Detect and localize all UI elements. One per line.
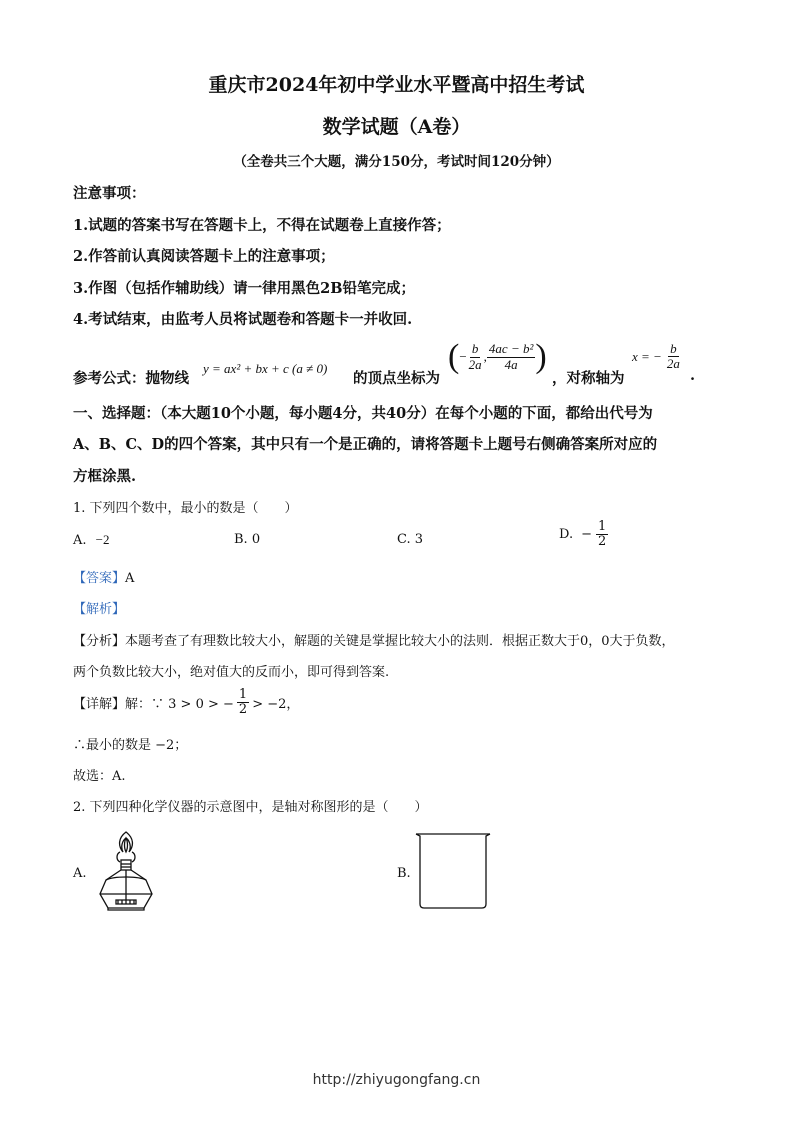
- vertex-y-den: 4a: [504, 356, 518, 372]
- conclusion-line: ∴最小的数是 −2；: [73, 738, 188, 753]
- option-b: B. 0: [234, 532, 261, 547]
- answer-line: [73, 567, 134, 586]
- option-b-label: B.: [397, 866, 411, 881]
- alcohol-lamp-figure: [96, 830, 156, 912]
- paper-title: 数学试题（A卷）: [322, 116, 471, 138]
- analysis-tag: 【解析】: [73, 602, 126, 617]
- vertex-y-num: 4ac − b²: [488, 341, 534, 357]
- section-heading: 一、选择题：（本大题10个小题，每小题4分，共40分）在每个小题的下面，都给出代号为: [73, 405, 653, 422]
- question-stem: 1. 下列四个数中，最小的数是（ ）: [73, 501, 298, 516]
- choose-line: 故选：A.: [73, 769, 126, 784]
- axis-formula: [632, 342, 682, 372]
- axis-den: 2a: [666, 356, 680, 372]
- notice-item: 2.作答前认真阅读答题卡上的注意事项；: [73, 248, 335, 265]
- section-heading: A、B、C、D的四个答案，其中只有一个是正确的，请将答题卡上题号右侧确答案所对应的: [73, 436, 658, 453]
- notice-item: 4.考试结束，由监考人员将试题卷和答题卡一并收回.: [73, 311, 413, 328]
- notice-item: 1.试题的答案书写在答题卡上，不得在试题卷上直接作答；: [73, 217, 451, 234]
- formula-prefix: 参考公式：抛物线: [73, 370, 189, 387]
- analysis-line: 两个负数比较大小，绝对值大的反而小，即可得到答案.: [73, 665, 390, 680]
- axis-lhs: x = −: [632, 348, 662, 364]
- answer-value: A: [125, 571, 135, 586]
- footer-url[interactable]: http://zhiyugongfang.cn: [312, 1072, 481, 1088]
- option-c: C. 3: [397, 532, 424, 547]
- analysis-line: 【分析】本题考查了有理数比较大小，解题的关键是掌握比较大小的法则．根据正数大于0，0大于负数，: [73, 634, 675, 649]
- parabola-formula: y = ax² + bx + c (a ≠ 0): [203, 361, 328, 376]
- notice-heading: 注意事项：: [73, 185, 146, 202]
- option-a-label: A.: [73, 866, 87, 881]
- exam-subtitle: （全卷共三个大题，满分150分，考试时间120分钟）: [233, 154, 560, 170]
- vertex-x-num: b: [471, 341, 479, 357]
- vertex-coordinates: ( − $\frac{b}{2a}$ , $\frac{\text{4ac − b²}}{4a}$ ): [448, 338, 547, 375]
- notice-item: 3.作图（包括作辅助线）请一律用黑色2B铅笔完成；: [73, 280, 415, 297]
- axis-num: b: [670, 341, 677, 356]
- exam-title: 重庆市2024年初中学业水平暨高中招生考试: [208, 74, 585, 96]
- axis-label: ，对称轴为: [552, 370, 625, 387]
- formula-end: .: [690, 367, 696, 384]
- detail-line: 【详解】 解：∵ 3 > 0 > − $\frac{1}{2}$ > −2，: [73, 687, 300, 718]
- question-stem: 2. 下列四种化学仪器的示意图中，是轴对称图形的是（ ）: [73, 800, 428, 815]
- answer-tag: 【答案】: [73, 571, 126, 586]
- vertex-x-den: 2a: [468, 356, 482, 372]
- vertex-label: 的顶点坐标为: [353, 370, 440, 387]
- option-d: D. − $\frac{1}{2}$: [559, 519, 607, 550]
- beaker-figure: [414, 830, 492, 912]
- option-a: A. −2: [73, 532, 110, 548]
- section-heading: 方框涂黑.: [73, 468, 137, 485]
